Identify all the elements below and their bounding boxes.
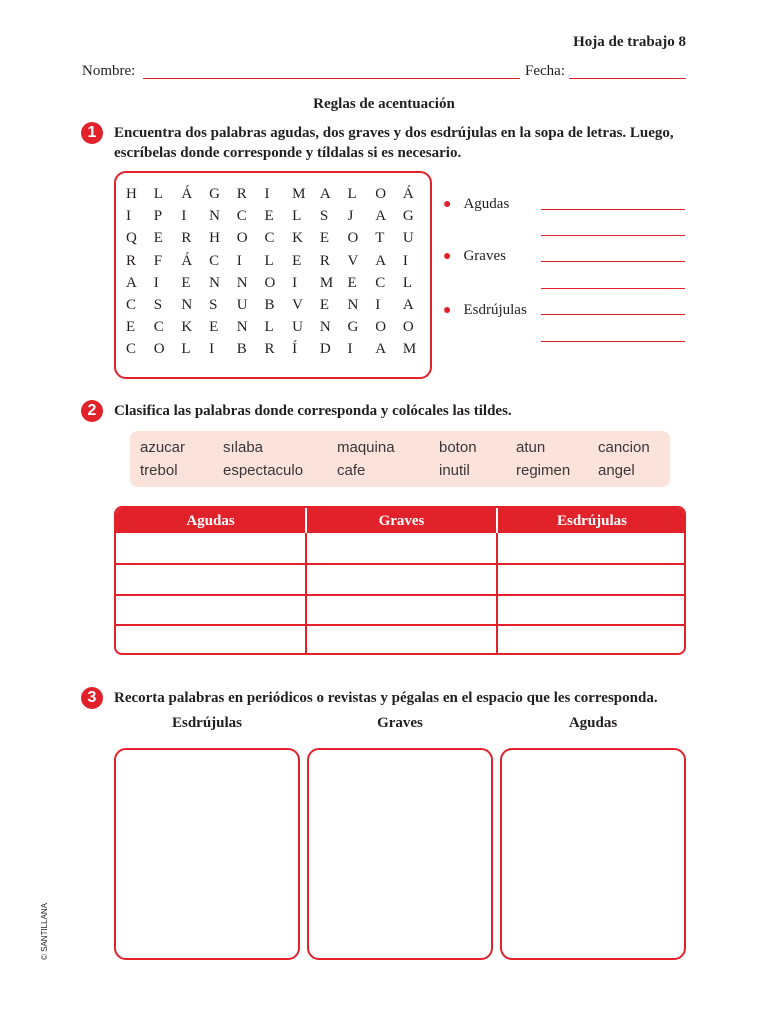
word-search-letter[interactable]: T — [375, 230, 385, 247]
word-search-letter[interactable]: A — [402, 296, 414, 313]
bullet-icon: ● — [443, 303, 452, 318]
word-search-letter[interactable]: B — [236, 341, 247, 358]
word-search-letter[interactable]: G — [209, 186, 220, 202]
word-search-letter[interactable]: S — [153, 296, 163, 313]
category-label: Esdrújulas — [463, 302, 527, 318]
word-search-letter[interactable]: A — [126, 274, 137, 291]
word-search-row — [126, 230, 431, 252]
word-search-letter[interactable]: I — [347, 341, 353, 358]
word-search-letter[interactable]: M — [402, 341, 417, 358]
word-search-letter[interactable]: I — [264, 186, 270, 202]
word-search-letter[interactable]: C — [126, 341, 137, 358]
word-bank-item: azucar — [140, 439, 186, 456]
word-search-letter[interactable]: L — [153, 186, 163, 202]
table-header-esdrujulas: Esdrújulas — [556, 513, 628, 529]
date-label: Fecha: — [525, 63, 565, 79]
column-divider — [496, 533, 498, 653]
word-search-letter[interactable]: O — [375, 186, 387, 202]
header-divider — [305, 508, 307, 533]
word-search-row — [126, 319, 431, 341]
paste-box-graves[interactable] — [307, 748, 493, 960]
word-search-letter[interactable]: F — [153, 252, 163, 269]
paste-column-agudas-label: Agudas — [568, 715, 618, 731]
word-search-letter[interactable]: N — [236, 319, 248, 336]
word-search-letter[interactable]: A — [375, 208, 387, 225]
word-search-letter[interactable]: A — [319, 186, 331, 202]
word-search-letter[interactable]: G — [347, 319, 359, 336]
classification-table — [114, 506, 686, 655]
word-search-row — [126, 186, 431, 208]
word-search-letter[interactable]: E — [319, 230, 329, 247]
word-search-letter[interactable]: I — [181, 208, 187, 225]
word-search-letter[interactable]: R — [126, 252, 137, 269]
word-bank-item: boton — [439, 439, 477, 456]
word-search-letter[interactable]: M — [292, 186, 306, 202]
word-search-letter[interactable]: N — [347, 296, 359, 313]
word-search-letter[interactable]: M — [319, 274, 334, 291]
word-search-letter[interactable]: N — [209, 274, 220, 291]
word-search-letter[interactable]: Í — [292, 341, 298, 358]
word-search-letter[interactable]: E — [153, 230, 163, 247]
word-search-letter[interactable]: B — [264, 296, 275, 313]
word-search-row — [126, 253, 431, 275]
word-search-letter[interactable]: E — [181, 274, 191, 291]
word-search-letter[interactable]: E — [292, 252, 302, 269]
word-search-letter[interactable]: Q — [126, 230, 137, 247]
answer-line-agudas-1[interactable] — [541, 209, 685, 210]
answer-line-graves-2[interactable] — [541, 288, 685, 289]
table-header-graves: Graves — [378, 513, 425, 529]
page-title: Reglas de acentuación — [313, 96, 455, 112]
word-search-letter[interactable]: I — [209, 341, 215, 358]
word-search-letter[interactable]: S — [319, 208, 329, 225]
word-search-letter[interactable]: L — [264, 252, 274, 269]
word-bank-item: cafe — [337, 462, 366, 479]
word-search-letter[interactable]: I — [402, 252, 408, 269]
word-search-letter[interactable]: C — [264, 230, 275, 247]
answer-line-graves-1[interactable] — [541, 261, 685, 262]
word-search-letter[interactable]: R — [181, 230, 192, 247]
word-search-letter[interactable]: L — [402, 274, 413, 291]
word-search-letter[interactable]: O — [402, 319, 414, 336]
bullet-icon: ● — [443, 197, 452, 212]
word-search-letter[interactable]: R — [264, 341, 275, 358]
word-bank-item: inutil — [439, 462, 470, 479]
section2-instruction: Clasifica las palabras donde corresponda y colócales las tildes. — [114, 403, 512, 419]
paste-column-graves-label: Graves — [377, 715, 423, 731]
word-search-letter[interactable]: P — [153, 208, 163, 225]
word-search-letter[interactable]: J — [347, 208, 354, 225]
word-search-letter[interactable]: N — [236, 274, 248, 291]
section1-instruction-line1: Encuentra dos palabras agudas, dos graves y dos esdrújulas en la sopa de letras. Luego, — [114, 125, 674, 141]
word-search-letter[interactable]: V — [292, 296, 303, 313]
copyright-notice: © SANTILLANA — [40, 902, 49, 960]
word-search-letter[interactable]: E — [264, 208, 274, 225]
word-search-letter[interactable]: I — [236, 252, 242, 269]
word-search-letter[interactable]: V — [347, 252, 359, 269]
word-bank-item: regimen — [516, 462, 571, 479]
word-search-letter[interactable]: D — [319, 341, 331, 358]
table-header-row — [116, 508, 684, 533]
word-search-letter[interactable]: Á — [181, 252, 193, 269]
word-search-letter[interactable]: O — [153, 341, 165, 358]
word-search-grid — [126, 186, 431, 364]
word-search-letter[interactable]: E — [126, 319, 136, 336]
section-number-3: 3 — [81, 687, 103, 709]
word-bank-item: maquina — [337, 439, 395, 456]
category-agudas — [443, 196, 509, 213]
word-bank-item: cancion — [598, 439, 650, 456]
word-search-letter[interactable]: C — [126, 296, 137, 313]
word-search-letter[interactable]: E — [347, 274, 357, 291]
word-search-letter[interactable]: I — [126, 208, 131, 225]
word-search-letter[interactable]: O — [347, 230, 359, 247]
word-search-letter[interactable]: O — [375, 319, 387, 336]
word-search-letter[interactable]: A — [375, 252, 387, 269]
word-bank-item: atun — [516, 439, 546, 456]
word-search-letter[interactable]: G — [402, 208, 414, 225]
name-label: Nombre: — [82, 63, 136, 79]
word-search-letter[interactable]: Á — [181, 186, 193, 202]
section1-instruction-line2: escríbelas donde corresponde y tíldalas si es necesario. — [114, 145, 462, 161]
word-search-row — [126, 341, 431, 363]
category-label: Agudas — [463, 196, 510, 212]
word-search-letter[interactable]: K — [292, 230, 303, 247]
word-bank-item: angel — [598, 462, 635, 479]
word-search-letter[interactable]: O — [236, 230, 248, 247]
row-divider — [116, 624, 684, 626]
worksheet-title: Hoja de trabajo 8 — [573, 34, 686, 50]
word-search-letter[interactable]: U — [236, 296, 248, 313]
word-search-letter[interactable]: H — [209, 230, 220, 247]
word-search-letter[interactable]: U — [292, 319, 303, 336]
paste-box-agudas[interactable] — [500, 748, 686, 960]
word-bank-item: espectaculo — [223, 462, 304, 479]
word-search-row — [126, 208, 431, 230]
word-search-letter[interactable]: H — [126, 186, 137, 202]
row-divider — [116, 563, 684, 565]
header-divider — [496, 508, 498, 533]
word-search-letter[interactable]: L — [181, 341, 191, 358]
bullet-icon: ● — [443, 249, 452, 264]
word-search-letter[interactable]: U — [402, 230, 414, 247]
name-field[interactable] — [143, 78, 520, 79]
section-number-1: 1 — [81, 122, 103, 144]
word-search-letter[interactable]: C — [153, 319, 164, 336]
word-search-letter[interactable]: N — [181, 296, 193, 313]
word-bank — [130, 431, 670, 487]
word-search-letter[interactable]: C — [209, 252, 220, 269]
word-bank-item: trebol — [140, 462, 178, 479]
word-search-letter[interactable]: E — [209, 319, 219, 336]
word-search-letter[interactable]: I — [375, 296, 381, 313]
row-divider — [116, 594, 684, 596]
word-search-letter[interactable]: E — [319, 296, 329, 313]
word-search-letter[interactable]: L — [347, 186, 357, 202]
word-search-letter[interactable]: L — [292, 208, 302, 225]
table-header-agudas: Agudas — [186, 513, 235, 529]
word-search-letter[interactable]: I — [153, 274, 159, 291]
paste-column-esdrujulas-label: Esdrújulas — [171, 715, 243, 731]
date-field[interactable] — [569, 78, 686, 79]
word-search-letter[interactable]: L — [264, 319, 274, 336]
section-number-2: 2 — [81, 400, 103, 422]
word-search-letter[interactable]: I — [292, 274, 298, 291]
column-divider — [305, 533, 307, 653]
word-search-letter[interactable]: S — [209, 296, 218, 313]
category-label: Graves — [463, 248, 506, 264]
word-search-letter[interactable]: Á — [402, 186, 414, 202]
word-bank-item: sılaba — [223, 439, 264, 456]
word-search-letter[interactable]: R — [236, 186, 247, 202]
word-search-letter[interactable]: C — [375, 274, 386, 291]
paste-box-esdrujulas[interactable] — [114, 748, 300, 960]
category-graves — [443, 248, 506, 265]
word-search-letter[interactable]: N — [319, 319, 331, 336]
word-search-letter[interactable]: C — [236, 208, 247, 225]
section1-instruction — [114, 123, 704, 163]
word-search-row — [126, 275, 431, 297]
word-search-letter[interactable]: K — [181, 319, 193, 336]
word-search-letter[interactable]: A — [375, 341, 387, 358]
word-search-row — [126, 297, 431, 319]
section3-instruction: Recorta palabras en periódicos o revistas y pégalas en el espacio que les corresponda. — [114, 690, 658, 706]
word-search-letter[interactable]: R — [319, 252, 330, 269]
category-esdrujulas — [443, 302, 527, 319]
word-search-letter[interactable]: N — [209, 208, 220, 225]
answer-line-agudas-2[interactable] — [541, 235, 685, 236]
word-search-letter[interactable]: O — [264, 274, 276, 291]
answer-line-esdrujulas-1[interactable] — [541, 314, 685, 315]
answer-line-esdrujulas-2[interactable] — [541, 341, 685, 342]
